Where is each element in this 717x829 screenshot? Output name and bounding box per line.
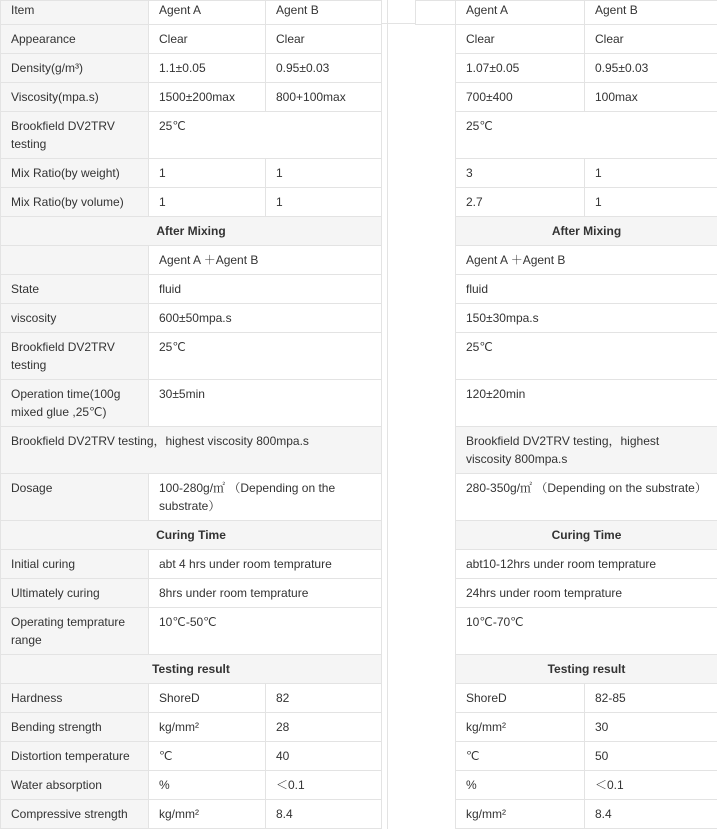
table-row: [416, 474, 717, 521]
table-row: [1, 304, 382, 333]
table-row: [1, 608, 382, 655]
header-agent-b: Agent B: [266, 1, 382, 25]
cell-value: 150±30mpa.s: [456, 304, 717, 333]
cell-value: Clear: [456, 25, 585, 54]
table-row: [1, 83, 382, 112]
table-row: [416, 275, 717, 304]
spacer-cell: [416, 521, 456, 550]
table-row: [1, 742, 382, 771]
cell-value: fluid: [456, 275, 717, 304]
cell-value: 1.1±0.05: [149, 54, 266, 83]
header-item: Item: [1, 1, 149, 25]
cell-value: 8.4: [266, 800, 382, 829]
row-label: Water absorption: [1, 771, 149, 800]
spacer-cell: [416, 25, 456, 54]
section-header-testing-result: Testing result: [456, 655, 717, 684]
table-row: [416, 742, 717, 771]
cell-value: 50: [585, 742, 717, 771]
row-label: Appearance: [1, 25, 149, 54]
spacer-cell: [416, 427, 456, 474]
table-row: [416, 380, 717, 427]
table-row: [1, 579, 382, 608]
table-row: [416, 217, 717, 246]
spacer-cell: [416, 188, 456, 217]
table-row: [416, 304, 717, 333]
cell-value: 28: [266, 713, 382, 742]
spacer-cell: [416, 159, 456, 188]
cell-unit: kg/mm²: [149, 713, 266, 742]
spacer-cell: [416, 83, 456, 112]
cell-value: 10℃-50℃: [149, 608, 382, 655]
cell-value: 1: [266, 188, 382, 217]
table-row: [416, 54, 717, 83]
table-row: [1, 275, 382, 304]
row-label: Hardness: [1, 684, 149, 713]
row-label: Density(g/m³): [1, 54, 149, 83]
spacer-cell: [416, 684, 456, 713]
cell-value: 25℃: [456, 333, 717, 380]
section-header-curing-time: Curing Time: [1, 521, 382, 550]
cell-value: 25℃: [149, 333, 382, 380]
table-row: [416, 800, 717, 829]
cell-unit: ShoreD: [456, 684, 585, 713]
cell-unit: kg/mm²: [456, 713, 585, 742]
spacer-cell: [416, 333, 456, 380]
table-row: [1, 474, 382, 521]
spacer-cell: [416, 608, 456, 655]
table-row: [1, 25, 382, 54]
cell-value: 600±50mpa.s: [149, 304, 382, 333]
table-row: [1, 54, 382, 83]
cell-value: 0.95±0.03: [585, 54, 717, 83]
row-label: Mix Ratio(by weight): [1, 159, 149, 188]
cell-value: Clear: [266, 25, 382, 54]
column-divider-line: [387, 0, 388, 829]
row-label: Ultimately curing: [1, 579, 149, 608]
table-row: [416, 655, 717, 684]
row-label: Mix Ratio(by volume): [1, 188, 149, 217]
section-header-after-mixing: After Mixing: [456, 217, 717, 246]
table-row: [1, 684, 382, 713]
cell-value: 1: [149, 159, 266, 188]
cell-value: 40: [266, 742, 382, 771]
note-highest-viscosity: Brookfield DV2TRV testing，highest viscosity 800mpa.s: [456, 427, 717, 474]
row-label: State: [1, 275, 149, 304]
table-row: [1, 521, 382, 550]
cell-value: 8hrs under room temprature: [149, 579, 382, 608]
table-row: [416, 159, 717, 188]
cell-value: abt10-12hrs under room temprature: [456, 550, 717, 579]
cell-unit: ℃: [456, 742, 585, 771]
spacer-cell: [416, 54, 456, 83]
cell-value: 30±5min: [149, 380, 382, 427]
row-label: Initial curing: [1, 550, 149, 579]
note-highest-viscosity: Brookfield DV2TRV testing，highest viscosity 800mpa.s: [1, 427, 382, 474]
spacer-cell: [416, 275, 456, 304]
table-row: [1, 800, 382, 829]
header-agent-a: Agent A: [456, 1, 585, 25]
spacer-cell: [416, 800, 456, 829]
cell-value: 800+100max: [266, 83, 382, 112]
spacer-cell: [416, 713, 456, 742]
table-row: [416, 112, 717, 159]
cell-value: 3: [456, 159, 585, 188]
table-row: [416, 25, 717, 54]
cell-value: 1: [585, 188, 717, 217]
cell-value: 280-350g/㎡ （Depending on the substrate）: [456, 474, 717, 521]
spec-table-right: [415, 0, 717, 829]
cell-value: 1: [585, 159, 717, 188]
spacer-cell: [416, 655, 456, 684]
cell-value: ＜0.1: [266, 771, 382, 800]
spacer-cell: [416, 246, 456, 275]
row-label: Bending strength: [1, 713, 149, 742]
table-row: [1, 713, 382, 742]
table-row: [416, 83, 717, 112]
table-row: [416, 684, 717, 713]
cell-unit: %: [149, 771, 266, 800]
cell-value: 82: [266, 684, 382, 713]
table-row: [1, 771, 382, 800]
header-agent-b: Agent B: [585, 1, 717, 25]
cell-value: 24hrs under room temprature: [456, 579, 717, 608]
cell-unit: %: [456, 771, 585, 800]
spacer-cell: [416, 217, 456, 246]
row-label: Dosage: [1, 474, 149, 521]
table-row: [416, 1, 717, 25]
header-blank: [416, 1, 456, 25]
cell-value: 120±20min: [456, 380, 717, 427]
table-row: [416, 579, 717, 608]
cell-value: 10℃-70℃: [456, 608, 717, 655]
cell-unit: ShoreD: [149, 684, 266, 713]
row-label: Brookfield DV2TRV testing: [1, 112, 149, 159]
cell-value: 100max: [585, 83, 717, 112]
table-row: [416, 427, 717, 474]
table-row: [416, 713, 717, 742]
spacer-cell: [416, 550, 456, 579]
cell-value: 1: [149, 188, 266, 217]
table-row: [1, 427, 382, 474]
cell-value: abt 4 hrs under room temprature: [149, 550, 382, 579]
table-row: [1, 655, 382, 684]
table-row: [416, 188, 717, 217]
header-agent-a: Agent A: [149, 1, 266, 25]
table-row: [416, 550, 717, 579]
cell-value: Agent A ＋Agent B: [456, 246, 717, 275]
section-header-after-mixing: After Mixing: [1, 217, 382, 246]
cell-value: Clear: [149, 25, 266, 54]
row-label: Compressive strength: [1, 800, 149, 829]
section-header-curing-time: Curing Time: [456, 521, 717, 550]
table-row: [1, 246, 382, 275]
table-row: [1, 112, 382, 159]
cell-unit: kg/mm²: [149, 800, 266, 829]
cell-value: 1: [266, 159, 382, 188]
cell-value: 1.07±0.05: [456, 54, 585, 83]
cell-value: ＜0.1: [585, 771, 717, 800]
table-row: [416, 246, 717, 275]
cell-value: fluid: [149, 275, 382, 304]
cell-value: Clear: [585, 25, 717, 54]
spacer-cell: [416, 579, 456, 608]
table-row: [1, 550, 382, 579]
row-label: [1, 246, 149, 275]
cell-value: 82-85: [585, 684, 717, 713]
row-label: Brookfield DV2TRV testing: [1, 333, 149, 380]
row-label: Viscosity(mpa.s): [1, 83, 149, 112]
spacer-cell: [416, 771, 456, 800]
spacer-cell: [416, 380, 456, 427]
cell-value: 25℃: [149, 112, 382, 159]
table-row: [416, 608, 717, 655]
row-label: Operating temprature range: [1, 608, 149, 655]
spacer-cell: [416, 112, 456, 159]
cell-value: 8.4: [585, 800, 717, 829]
table-row: [1, 159, 382, 188]
cell-unit: kg/mm²: [456, 800, 585, 829]
table-row: [1, 188, 382, 217]
table-row: [416, 771, 717, 800]
table-row: [1, 217, 382, 246]
row-label: Distortion temperature: [1, 742, 149, 771]
table-row: [1, 380, 382, 427]
row-label: Operation time(100g mixed glue ,25℃): [1, 380, 149, 427]
cell-value: 25℃: [456, 112, 717, 159]
cell-unit: ℃: [149, 742, 266, 771]
cell-value: 2.7: [456, 188, 585, 217]
table-row: [1, 1, 382, 25]
cell-value: 1500±200max: [149, 83, 266, 112]
cell-value: 0.95±0.03: [266, 54, 382, 83]
cell-value: 30: [585, 713, 717, 742]
table-row: [416, 521, 717, 550]
spacer-cell: [416, 742, 456, 771]
spacer-cell: [416, 474, 456, 521]
cell-value: 700±400: [456, 83, 585, 112]
table-row: [416, 333, 717, 380]
cell-value: 100-280g/㎡ （Depending on the substrate）: [149, 474, 382, 521]
section-header-testing-result: Testing result: [1, 655, 382, 684]
table-row: [1, 333, 382, 380]
cell-value: Agent A ＋Agent B: [149, 246, 382, 275]
spacer-cell: [416, 304, 456, 333]
row-label: viscosity: [1, 304, 149, 333]
